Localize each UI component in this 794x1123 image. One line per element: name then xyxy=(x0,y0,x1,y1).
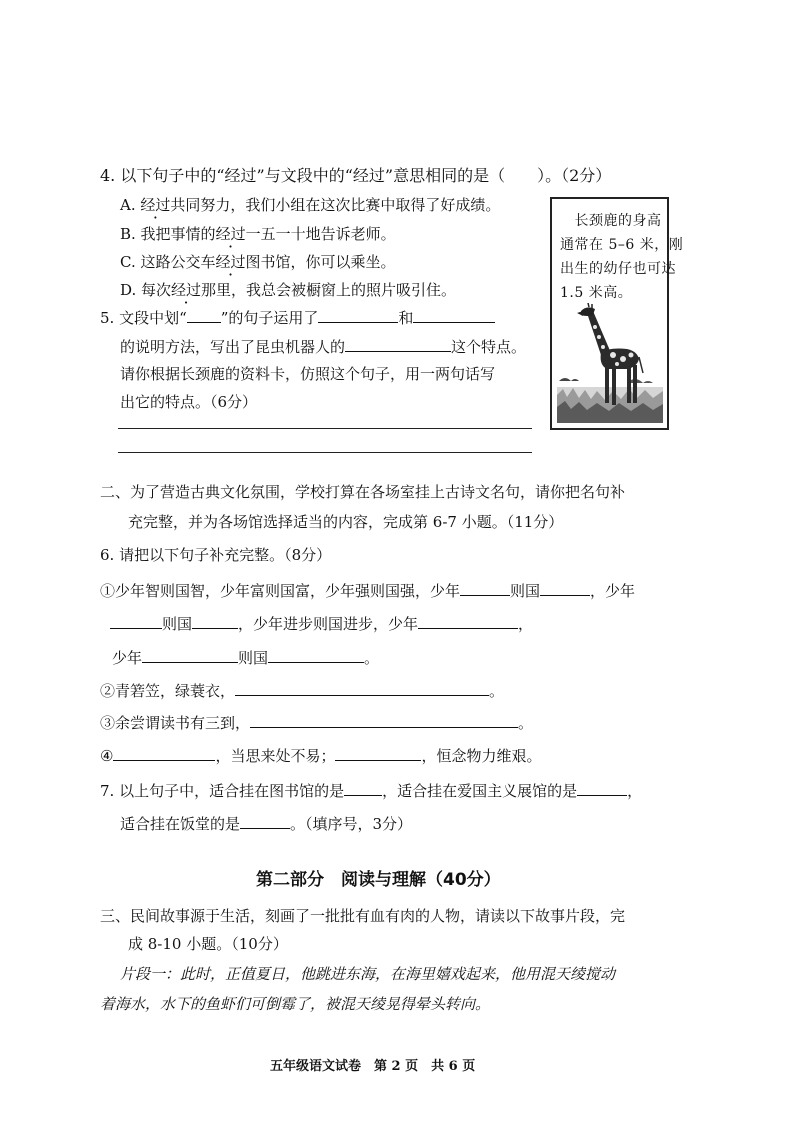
q6-s2-text-c: ， xyxy=(518,615,534,633)
q5-text-c: 和 xyxy=(398,309,414,327)
option-d-prefix: D. 每次 xyxy=(120,281,172,299)
q6-sentence-2 xyxy=(110,613,533,634)
question-5-line-1 xyxy=(100,307,495,328)
q6-s2-text-b: ，少年进步则国进步，少年 xyxy=(238,615,419,633)
q6-s6-text-c: ，恒念物力维艰。 xyxy=(421,747,542,765)
q5-text-a: 5. 文段中划“ xyxy=(100,309,187,327)
q6-blank-5[interactable] xyxy=(418,613,518,629)
q6-s2-text-a: 则国 xyxy=(162,615,193,633)
q7-text-a: 7. 以上句子中，适合挂在图书馆的是 xyxy=(100,782,345,800)
section-2-intro-line-1: 二、为了营造古典文化氛围，学校打算在各场室挂上古诗文名句，请你把名句补 xyxy=(100,483,626,501)
question-4-option-b xyxy=(120,224,396,244)
q6-s3-text-b: 则国 xyxy=(238,649,269,667)
q7-blank-1[interactable] xyxy=(344,780,382,796)
option-a-text: 共同努力，我们小组在这次比赛中取得了好成绩。 xyxy=(170,196,501,214)
option-b-text: 一五一十地告诉老师。 xyxy=(245,225,396,243)
q6-sentence-5 xyxy=(100,712,533,733)
q6-s6-text-a: ④ xyxy=(100,747,114,765)
q6-blank-10[interactable] xyxy=(250,712,518,728)
q6-blank-12[interactable] xyxy=(335,745,421,761)
q6-blank-4[interactable] xyxy=(192,613,238,629)
option-b-emphasis: 经过 xyxy=(215,225,246,243)
card-line-3: 出生的幼仔也可达 xyxy=(560,261,676,277)
question-5-line-2 xyxy=(120,336,526,357)
q6-blank-7[interactable] xyxy=(142,647,238,663)
q6-s1-text-c: ，少年 xyxy=(590,582,636,600)
q6-s5-text-b: 。 xyxy=(518,714,534,732)
q6-blank-2[interactable] xyxy=(540,580,590,596)
story-fragment-1-line-1: 片段一：此时，正值夏日，他跳进东海，在海里嬉戏起来，他用混天绫搅动 xyxy=(120,965,616,983)
q6-blank-8[interactable] xyxy=(268,647,364,663)
question-4-option-a xyxy=(120,195,500,215)
option-b-prefix: B. 我把事情的 xyxy=(120,225,216,243)
q5-answer-line-2[interactable] xyxy=(118,452,532,453)
section-3-intro-line-2: 成 8-10 小题。（10分） xyxy=(128,935,288,953)
q6-s3-text-c: 。 xyxy=(364,649,380,667)
q7-text-b: ，适合挂在爱国主义展馆的是 xyxy=(382,782,578,800)
q5-blank-2[interactable] xyxy=(413,307,495,323)
option-a-prefix: A. xyxy=(120,196,141,214)
section-2-intro-line-2: 充完整，并为各场馆选择适当的内容，完成第 6-7 小题。（11分） xyxy=(128,513,564,531)
option-c-emphasis: 经过 xyxy=(215,253,246,271)
option-a-emphasis: 经过 xyxy=(140,196,171,214)
q6-s3-text-a: 少年 xyxy=(112,649,143,667)
q7-blank-2[interactable] xyxy=(577,780,627,796)
q6-s4-text-a: ②青箬笠，绿蓑衣， xyxy=(100,682,236,700)
q7-blank-3[interactable] xyxy=(240,813,290,829)
question-5-line-3: 请你根据长颈鹿的资料卡，仿照这个句子，用一两句话写 xyxy=(120,365,496,383)
q5-blank-1[interactable] xyxy=(318,307,398,323)
q5-text-d: 的说明方法，写出了昆虫机器人的 xyxy=(120,338,346,356)
page-footer: 五年级语文试卷 第 2 页 共 6 页 xyxy=(270,1059,476,1074)
question-4-stem: 4. 以下句子中的“经过”与文段中的“经过”意思相同的是（ ）。（2分） xyxy=(100,166,612,185)
card-line-2: 通常在 5–6 米，刚 xyxy=(560,237,684,253)
q6-s1-text-a: ①少年智则国智，少年富则国富，少年强则国强，少年 xyxy=(100,582,461,600)
q5-blank-3[interactable] xyxy=(345,336,451,352)
q5-text-e: 这个特点。 xyxy=(451,338,527,356)
q6-sentence-1 xyxy=(100,580,635,601)
giraffe-illustration xyxy=(557,303,663,423)
card-line-4: 1.5 米高。 xyxy=(560,285,633,301)
giraffe-info-card xyxy=(550,197,684,430)
part-2-title: 第二部分 阅读与理解（40分） xyxy=(256,870,501,890)
q7-text-d: 适合挂在饭堂的是 xyxy=(120,815,241,833)
q7-text-c: ， xyxy=(627,782,643,800)
q6-sentence-3 xyxy=(112,647,379,668)
q6-s4-text-b: 。 xyxy=(489,682,505,700)
option-d-text: 那里，我总会被橱窗上的照片吸引住。 xyxy=(201,281,457,299)
q7-text-e: 。（填序号，3分） xyxy=(290,815,413,833)
q6-s1-text-b: 则国 xyxy=(510,582,541,600)
card-line-1: 长颈鹿的身高 xyxy=(560,213,662,229)
q6-blank-3[interactable] xyxy=(110,613,162,629)
question-5-line-4: 出它的特点。（6分） xyxy=(120,393,258,411)
q6-sentence-4 xyxy=(100,680,504,701)
question-4-option-c xyxy=(120,252,396,272)
q5-text-b: ”的句子运用了 xyxy=(220,309,319,327)
q6-blank-1[interactable] xyxy=(460,580,510,596)
question-4-option-d xyxy=(120,280,456,300)
q6-blank-11[interactable] xyxy=(113,745,215,761)
q6-blank-9[interactable] xyxy=(235,680,489,696)
section-3-intro-line-1: 三、民间故事源于生活，刻画了一批批有血有肉的人物，请读以下故事片段，完 xyxy=(100,907,626,925)
question-7-line-2 xyxy=(120,813,412,834)
giraffe-card-text xyxy=(560,209,683,305)
option-c-text: 图书馆，你可以乘坐。 xyxy=(245,253,396,271)
q5-marker-blank xyxy=(187,307,221,323)
q6-sentence-6 xyxy=(100,745,541,766)
option-d-emphasis: 经过 xyxy=(171,281,202,299)
q5-answer-line-1[interactable] xyxy=(118,428,532,429)
question-6-stem: 6. 请把以下句子补充完整。（8分） xyxy=(100,546,332,564)
q6-s6-text-b: ，当思来处不易； xyxy=(215,747,336,765)
q6-s5-text-a: ③余尝谓读书有三到， xyxy=(100,714,251,732)
question-7-line-1 xyxy=(100,780,642,801)
story-fragment-1-line-2: 着海水，水下的鱼虾们可倒霉了，被混天绫晃得晕头转向。 xyxy=(100,995,491,1013)
option-c-prefix: C. 这路公交车 xyxy=(120,253,216,271)
